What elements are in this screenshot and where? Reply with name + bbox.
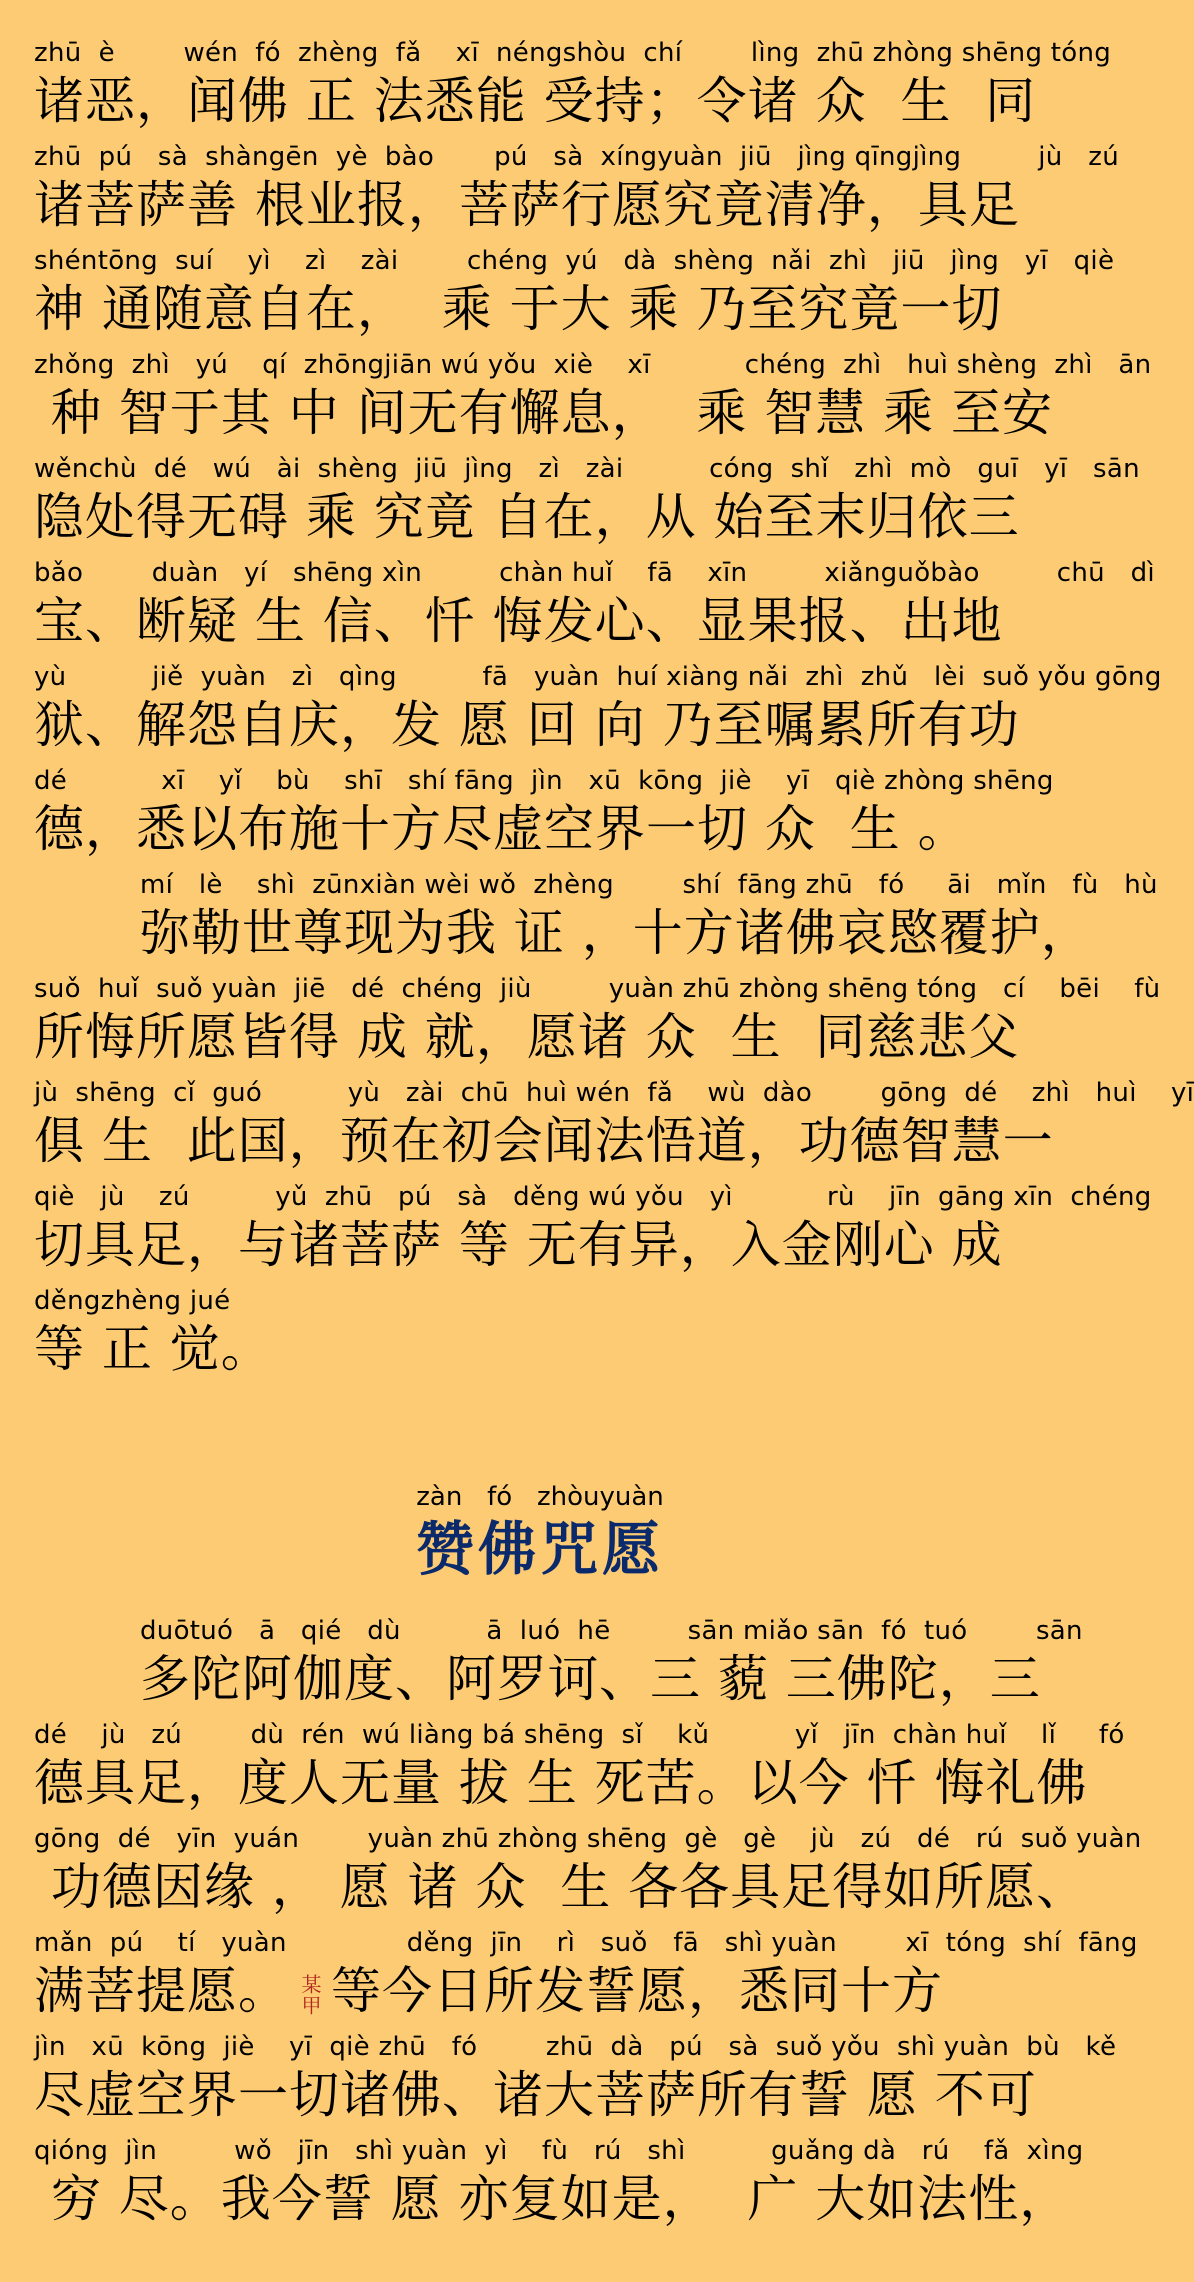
pinyin-line: dé xī yǐ bù shī shí fāng jìn xū kōng jiè yī qiè zhòng shēng [34,766,1054,796]
hanzi-line: 宝、断疑 生 信、忏 悔发心、显果报、出地 [34,592,1003,650]
placeholder-name-note: 某甲 [298,1973,322,2016]
hanzi-line [34,1960,1054,2022]
verse-line [34,1718,1125,1822]
pinyin-line: dé jù zú dù rén wú liàng bá shēng sǐ kǔ yǐ jīn chàn huǐ lǐ fó [34,1720,1125,1750]
hanzi-segment: 满菩提愿。 [34,1962,289,2020]
hanzi-line: 弥勒世尊现为我 证 ，十方诸佛哀愍覆护， [140,904,1092,962]
verse-line [34,868,1158,972]
verse-line [34,556,1155,660]
hanzi-line: 种 智于其 中 间无有懈息， 乘 智慧 乘 至安 [34,384,1054,442]
hanzi-line: 诸恶，闻佛 正 法悉能 受持；令诸 众 生 同 [34,72,1037,130]
pinyin-line: gōng dé yīn yuán yuàn zhū zhòng shēng gè gè jù zú dé rú suǒ yuàn [34,1824,1142,1854]
pinyin-line: jù shēng cǐ guó yù zài chū huì wén fǎ wù dào gōng dé zhì huì yī [34,1078,1194,1108]
section-1-text [34,36,1194,1388]
hanzi-line: 功德因缘 ， 愿 诸 众 生 各各具足得如所愿、 [34,1858,1088,1916]
title-pinyin: zàn fó zhòuyuàn [416,1482,664,1512]
hanzi-line: 狱、解怨自庆，发 愿 回 向 乃至嘱累所有功 [34,696,1020,754]
pinyin-line: suǒ huǐ suǒ yuàn jiē dé chéng jiù yuàn zhū zhòng shēng tóng cí bēi fù [34,974,1161,1004]
verse-line [34,1076,1194,1180]
pinyin-line: shéntōng suí yì zì zài chéng yú dà shèng nǎi zhì jiū jìng yī qiè [34,246,1115,276]
pinyin-line: wěnchù dé wú ài shèng jiū jìng zì zài cóng shǐ zhì mò guī yī sān [34,454,1140,484]
hanzi-line: 诸菩萨善 根业报，菩萨行愿究竟清净，具足 [34,176,1020,234]
verse-line [34,348,1152,452]
pinyin-line: zhǒng zhì yú qí zhōngjiān wú yǒu xiè xī chéng zhì huì shèng zhì ān [34,350,1152,380]
pinyin-line: zhū pú sà shàngēn yè bào pú sà xíngyuàn jiū jìng qīngjìng jù zú [34,142,1120,172]
hanzi-line: 多陀阿伽度、阿罗诃、三 藐 三佛陀，三 [140,1650,1041,1708]
verse-line [34,244,1115,348]
pinyin-line: bǎo duàn yí shēng xìn chàn huǐ fā xīn xiǎnguǒbào chū dì [34,558,1155,588]
hanzi-line: 等 正 觉。 [34,1320,272,1378]
verse-line [34,764,1054,868]
hanzi-line: 德具足，度人无量 拔 生 死苦。以今 忏 悔礼佛 [34,1754,1088,1812]
pinyin-line: qiè jù zú yǔ zhū pú sà děng wú yǒu yì rù jīn gāng xīn chéng [34,1182,1152,1212]
hanzi-line: 所悔所愿皆得 成 就，愿诸 众 生 同慈悲父 [34,1008,1020,1066]
pinyin-line: děngzhèng jué [34,1286,231,1316]
hanzi-line: 俱 生 此国，预在初会闻法悟道，功德智慧一 [34,1112,1054,1170]
verse-line [34,2134,1084,2238]
pinyin-line: qióng jìn wǒ jīn shì yuàn yì fù rú shì guǎng dà rú fǎ xìng [34,2136,1084,2166]
pinyin-line: mí lè shì zūnxiàn wèi wǒ zhèng shí fāng zhū fó āi mǐn fù hù [140,870,1158,900]
verse-line [34,660,1162,764]
verse-line [34,140,1120,244]
verse-line [34,1180,1152,1284]
section-title-block [0,1480,1080,1584]
verse-line [34,452,1140,556]
hanzi-line: 德，悉以布施十方尽虚空界一切 众 生 。 [34,800,969,858]
verse-line [34,1614,1083,1718]
hanzi-line: 神 通随意自在， 乘 于大 乘 乃至究竟一切 [34,280,1003,338]
pinyin-line: jìn xū kōng jiè yī qiè zhū fó zhū dà pú sà suǒ yǒu shì yuàn bù kě [34,2032,1117,2062]
pinyin-line: mǎn pú tí yuàn děng jīn rì suǒ fā shì yuàn xī tóng shí fāng [34,1928,1138,1958]
verse-line [34,972,1161,1076]
verse-line [34,1822,1142,1926]
hanzi-line: 切具足，与诸菩萨 等 无有异，入金刚心 成 [34,1216,1003,1274]
verse-line [34,36,1112,140]
hanzi-segment: 等今日所发誓愿，悉同十方 [331,1962,943,2020]
section-2-text [34,1614,1142,2238]
pinyin-line: yù jiě yuàn zì qìng fā yuàn huí xiàng nǎi zhì zhǔ lèi suǒ yǒu gōng [34,662,1162,692]
hanzi-line: 穷 尽。我今誓 愿 亦复如是， 广 大如法性， [34,2170,1071,2228]
pinyin-line: zhū è wén fó zhèng fǎ xī néngshòu chí lìng zhū zhòng shēng tóng [34,38,1112,68]
pinyin-line: duōtuó ā qié dù ā luó hē sān miǎo sān fó tuó sān [140,1616,1083,1646]
verse-line [34,2030,1117,2134]
hanzi-line: 隐处得无碍 乘 究竟 自在，从 始至末归依三 [34,488,1020,546]
verse-line [34,1926,1138,2030]
verse-line [34,1284,1054,1388]
hanzi-line: 尽虚空界一切诸佛、诸大菩萨所有誓 愿 不可 [34,2066,1037,2124]
section-title: 赞佛咒愿 [415,1515,664,1583]
